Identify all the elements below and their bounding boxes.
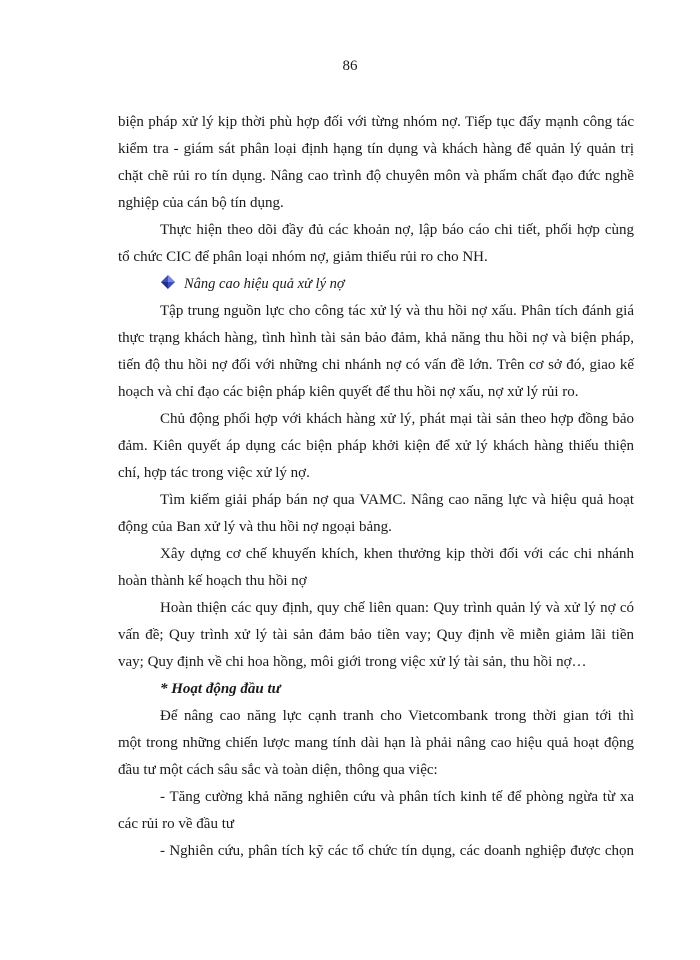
text-line: động của Ban xử lý và thu hồi nợ ngoại bảng.	[118, 519, 392, 535]
diamond-bullet-icon	[160, 276, 184, 292]
text-line: Xây dựng cơ chế khuyến khích, khen thưởng kịp thời đối với các chi nhánh	[160, 546, 634, 562]
text-line: đầu tư một cách sâu sắc và toàn diện, thông qua việc:	[118, 762, 438, 778]
text-line: các rủi ro về đầu tư	[118, 816, 234, 832]
text-line: Để nâng cao năng lực cạnh tranh cho Vietcombank trong thời gian tới thì	[160, 708, 634, 724]
text-line: nghiệp của cán bộ tín dụng.	[118, 195, 284, 211]
text-line: - Tăng cường khả năng nghiên cứu và phân tích kinh tế để phòng ngừa từ xa	[160, 789, 634, 805]
text-line: vay; Quy định về chi hoa hồng, môi giới trong việc xử lý tài sản, thu hồi nợ…	[118, 654, 587, 670]
text-line: Tập trung nguồn lực cho công tác xử lý và thu hồi nợ xấu. Phân tích đánh giá	[160, 303, 634, 319]
section-heading: * Hoạt động đầu tư	[160, 681, 281, 697]
text-line: chặt chẽ rủi ro tín dụng. Nâng cao trình độ chuyên môn và phẩm chất đạo đức nghề	[118, 168, 634, 184]
text-line: hoạch và chỉ đạo các biện pháp kiên quyết để thu hồi nợ xấu, nợ xử lý rủi ro.	[118, 384, 579, 400]
text-line: Thực hiện theo dõi đầy đủ các khoản nợ, lập báo cáo chi tiết, phối hợp cùng	[160, 222, 634, 238]
text-line: một trong những chiến lược mang tính dài hạn là phải nâng cao hiệu quả hoạt động	[118, 735, 634, 751]
text-line: hoàn thành kế hoạch thu hồi nợ	[118, 573, 307, 589]
text-line: - Nghiên cứu, phân tích kỹ các tổ chức tín dụng, các doanh nghiệp được chọn	[160, 843, 634, 859]
text-line: đảm. Kiên quyết áp dụng các biện pháp khởi kiện để xử lý khách hàng thiếu thiện	[118, 438, 634, 454]
text-line: tiến độ thu hồi nợ đối với những chi nhánh nợ có vấn đề lớn. Trên cơ sở đó, giao kế	[118, 357, 634, 373]
text-line: biện pháp xử lý kịp thời phù hợp đối với từng nhóm nợ. Tiếp tục đẩy mạnh công tác	[118, 114, 634, 130]
text-line: Hoàn thiện các quy định, quy chế liên quan: Quy trình quản lý và xử lý nợ có	[160, 600, 634, 616]
text-line: vấn đề; Quy trình xử lý tài sản đảm bảo tiền vay; Quy định về miễn giảm lãi tiền	[118, 627, 634, 643]
text-line: kiểm tra - giám sát phân loại định hạng tín dụng và khách hàng để quản lý quản trị	[118, 141, 634, 157]
bullet-heading-text: Nâng cao hiệu quả xử lý nợ	[184, 276, 345, 292]
text-line: thực trạng khách hàng, tình hình tài sản bảo đảm, khả năng thu hồi nợ và biện pháp,	[118, 330, 634, 346]
text-line: chí, hợp tác trong việc xử lý nợ.	[118, 465, 310, 481]
page-number: 86	[342, 58, 358, 74]
text-line: Tìm kiếm giải pháp bán nợ qua VAMC. Nâng cao năng lực và hiệu quả hoạt	[160, 492, 634, 508]
text-line: tổ chức CIC để phân loại nhóm nợ, giảm thiểu rủi ro cho NH.	[118, 249, 488, 265]
text-line: Chủ động phối hợp với khách hàng xử lý, phát mại tài sản theo hợp đồng bảo	[160, 411, 634, 427]
section-bullet-heading	[160, 274, 345, 293]
